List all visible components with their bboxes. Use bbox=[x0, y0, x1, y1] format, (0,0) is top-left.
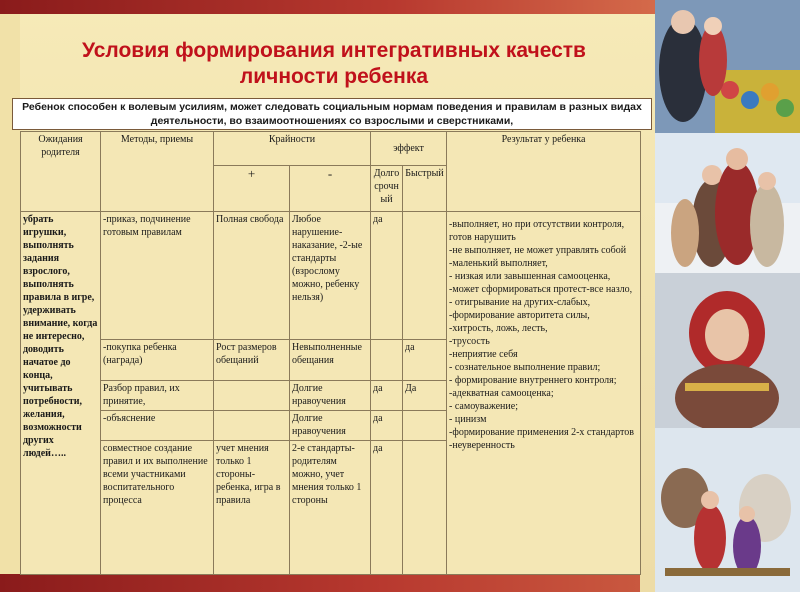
girl-in-hood-photo bbox=[655, 273, 800, 428]
long-term-cell: да bbox=[371, 212, 403, 340]
people-photo-art bbox=[655, 133, 800, 273]
result-line: -адекватная самооценка; bbox=[449, 388, 554, 399]
title-line-2: личности ребенка bbox=[239, 65, 429, 88]
girl-photo-art bbox=[655, 273, 800, 428]
minus-cell: Долгие нравоучения bbox=[290, 381, 371, 411]
long-term-cell: да bbox=[371, 381, 403, 411]
plus-cell: учет мнения только 1 стороны-ребенка, игра в правила bbox=[214, 441, 290, 575]
slide-title bbox=[14, 38, 654, 90]
header-result: Результат у ребенка bbox=[447, 132, 641, 212]
result-line: -хитрость, ложь, лесть, bbox=[449, 323, 548, 334]
minus-cell: Невыполненные обещания bbox=[290, 340, 371, 381]
header-effect: эффект bbox=[371, 132, 447, 166]
expectations-cell: убрать игрушки, выполнять задания взрослого, выполнять правила в игре, удерживать внимание, когда не интересно, доводить начатое до конца, учитывать потребности, желания, возможности других людей….. bbox=[21, 212, 101, 575]
result-line: - самоуважение; bbox=[449, 401, 518, 412]
fast-cell bbox=[403, 441, 447, 575]
result-cell bbox=[447, 212, 641, 575]
photo-column bbox=[655, 0, 800, 592]
fast-cell bbox=[403, 411, 447, 441]
method-cell: Разбор правил, их принятие, bbox=[101, 381, 214, 411]
method-cell: -покупка ребенка (награда) bbox=[101, 340, 214, 381]
long-term-cell: да bbox=[371, 441, 403, 575]
fast-cell bbox=[403, 212, 447, 340]
result-line: -может сформироваться протест-все назло, bbox=[449, 284, 633, 295]
header-fast: Быстрый bbox=[403, 166, 447, 212]
result-line: -неприятие себя bbox=[449, 349, 518, 360]
market-photo-art bbox=[655, 0, 800, 133]
people-in-costume-photo bbox=[655, 133, 800, 273]
long-term-cell bbox=[371, 340, 403, 381]
result-line: - сознательное выполнение правил; bbox=[449, 362, 601, 373]
market-photo bbox=[655, 0, 800, 133]
result-line: -формирование авторитета силы, bbox=[449, 310, 590, 321]
reindeer-and-children-photo bbox=[655, 428, 800, 592]
result-line: - отигрывание на других-слабых, bbox=[449, 297, 591, 308]
reindeer-photo-art bbox=[655, 428, 800, 592]
fast-cell: Да bbox=[403, 381, 447, 411]
top-decorative-bar bbox=[0, 0, 655, 14]
result-line: -формирование применения 2-х стандартов bbox=[449, 427, 635, 438]
minus-cell: Любое нарушение-наказание, -2-ые стандарты (взрослому можно, ребенку нельзя) bbox=[290, 212, 371, 340]
method-cell: совместное создание правил и их выполнение всеми участниками воспитательного процесса bbox=[101, 441, 214, 575]
header-plus: + bbox=[214, 166, 290, 212]
minus-cell: 2-е стандарты-родителям можно, учет мнения только 1 стороны bbox=[290, 441, 371, 575]
title-line-1: Условия формирования интегративных качеств bbox=[82, 39, 586, 62]
result-line: - низкая или завышенная самооценка, bbox=[449, 271, 611, 282]
plus-cell: Рост размеров обещаний bbox=[214, 340, 290, 381]
table-row bbox=[21, 212, 641, 340]
bottom-decorative-bar bbox=[0, 574, 640, 592]
fast-cell: да bbox=[403, 340, 447, 381]
result-line: - цинизм bbox=[449, 414, 487, 425]
result-line: -неуверенность bbox=[449, 440, 515, 451]
result-line: -трусость bbox=[449, 336, 490, 347]
plus-cell: Полная свобода bbox=[214, 212, 290, 340]
methods-table bbox=[20, 131, 641, 575]
header-long-term: Долгосрочный bbox=[371, 166, 403, 212]
method-cell: -приказ, подчинение готовым правилам bbox=[101, 212, 214, 340]
header-row-1 bbox=[21, 132, 641, 166]
header-extremes: Крайности bbox=[214, 132, 371, 166]
method-cell: -объяснение bbox=[101, 411, 214, 441]
header-expectations: Ожидания родителя bbox=[21, 132, 101, 212]
header-methods: Методы, приемы bbox=[101, 132, 214, 212]
slide-subtitle: Ребенок способен к волевым усилиям, может следовать социальным нормам поведения и правилам в разных видах деятельности, во взаимоотношениях со взрослыми и сверстниками, bbox=[12, 98, 652, 130]
plus-cell bbox=[214, 381, 290, 411]
minus-cell: Долгие нравоучения bbox=[290, 411, 371, 441]
result-line: -выполняет, но при отсутствии контроля, готов нарушить bbox=[449, 219, 625, 243]
long-term-cell: да bbox=[371, 411, 403, 441]
result-line: -не выполняет, не может управлять собой bbox=[449, 245, 627, 256]
result-line: -маленький выполняет, bbox=[449, 258, 548, 269]
plus-cell bbox=[214, 411, 290, 441]
header-minus: - bbox=[290, 166, 371, 212]
result-line: - формирование внутреннего контроля; bbox=[449, 375, 617, 386]
